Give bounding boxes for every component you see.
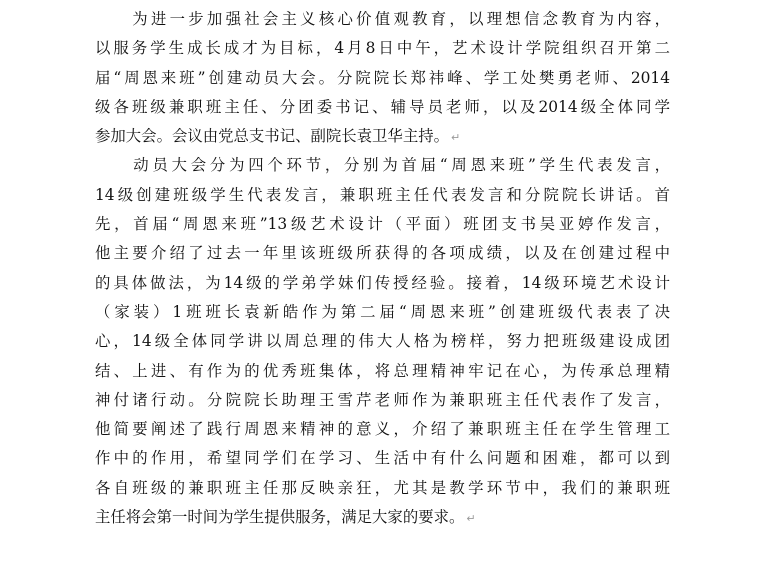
text-line: 先，首届“周恩来班”13级艺术设计（平面）班团支书吴亚婷作发言， xyxy=(95,215,670,234)
text-line: 的具体做法，为14级的学弟学妹们传授经验。接着，14级环境艺术设计 xyxy=(95,273,670,292)
text-line: 作中的作用，希望同学们在学习、生活中有什么问题和困难，都可以到 xyxy=(95,449,670,468)
text-line: 他主要介绍了过去一年里该班级所获得的各项成绩，以及在创建过程中 xyxy=(95,244,670,263)
text-line: 届“周恩来班”创建动员大会。分院院长郑祎峰、学工处樊勇老师、2014 xyxy=(95,68,670,87)
text-line: 为进一步加强社会主义核心价值观教育，以理想信念教育为内容， xyxy=(95,10,670,28)
paragraph-2 xyxy=(95,151,670,532)
text-line-last xyxy=(95,122,670,151)
text-line: 14级创建班级学生代表发言，兼职班主任代表发言和分院院长讲话。首 xyxy=(95,185,670,204)
text-line: 各自班级的兼职班主任那反映亲狂，尤其是教学环节中，我们的兼职班 xyxy=(95,478,670,497)
text-line: 以服务学生成长成才为目标，4月8日中午，艺术设计学院组织召开第二 xyxy=(95,39,670,58)
text-line-last xyxy=(95,503,670,532)
text-line-content: 主任将会第一时间为学生提供服务，满足大家的要求。 xyxy=(95,508,465,527)
paragraph-mark-icon: ↵ xyxy=(466,512,476,526)
paragraph-1 xyxy=(95,5,670,151)
text-line: 级各班级兼职班主任、分团委书记、辅导员老师，以及2014级全体同学 xyxy=(95,97,670,116)
text-line: 结、上进、有作为的优秀班集体，将总理精神牢记在心，为传承总理精 xyxy=(95,361,670,380)
text-line: 心，14级全体同学讲以周总理的伟大人格为榜样，努力把班级建设成团 xyxy=(95,332,670,351)
text-line: 动员大会分为四个环节，分别为首届“周恩来班”学生代表发言， xyxy=(95,156,670,175)
text-line: 神付诸行动。分院院长助理王雪芹老师作为兼职班主任代表作了发言， xyxy=(95,390,670,409)
text-line-content: 参加大会。会议由党总支书记、副院长袁卫华主持。 xyxy=(95,127,449,146)
document-body xyxy=(95,5,670,532)
paragraph-mark-icon: ↵ xyxy=(451,131,461,145)
text-line: （家装）1班班长袁新皓作为第二届“周恩来班”创建班级代表表了决 xyxy=(95,302,670,321)
text-line: 他简要阐述了践行周恩来精神的意义，介绍了兼职班主任在学生管理工 xyxy=(95,420,670,439)
